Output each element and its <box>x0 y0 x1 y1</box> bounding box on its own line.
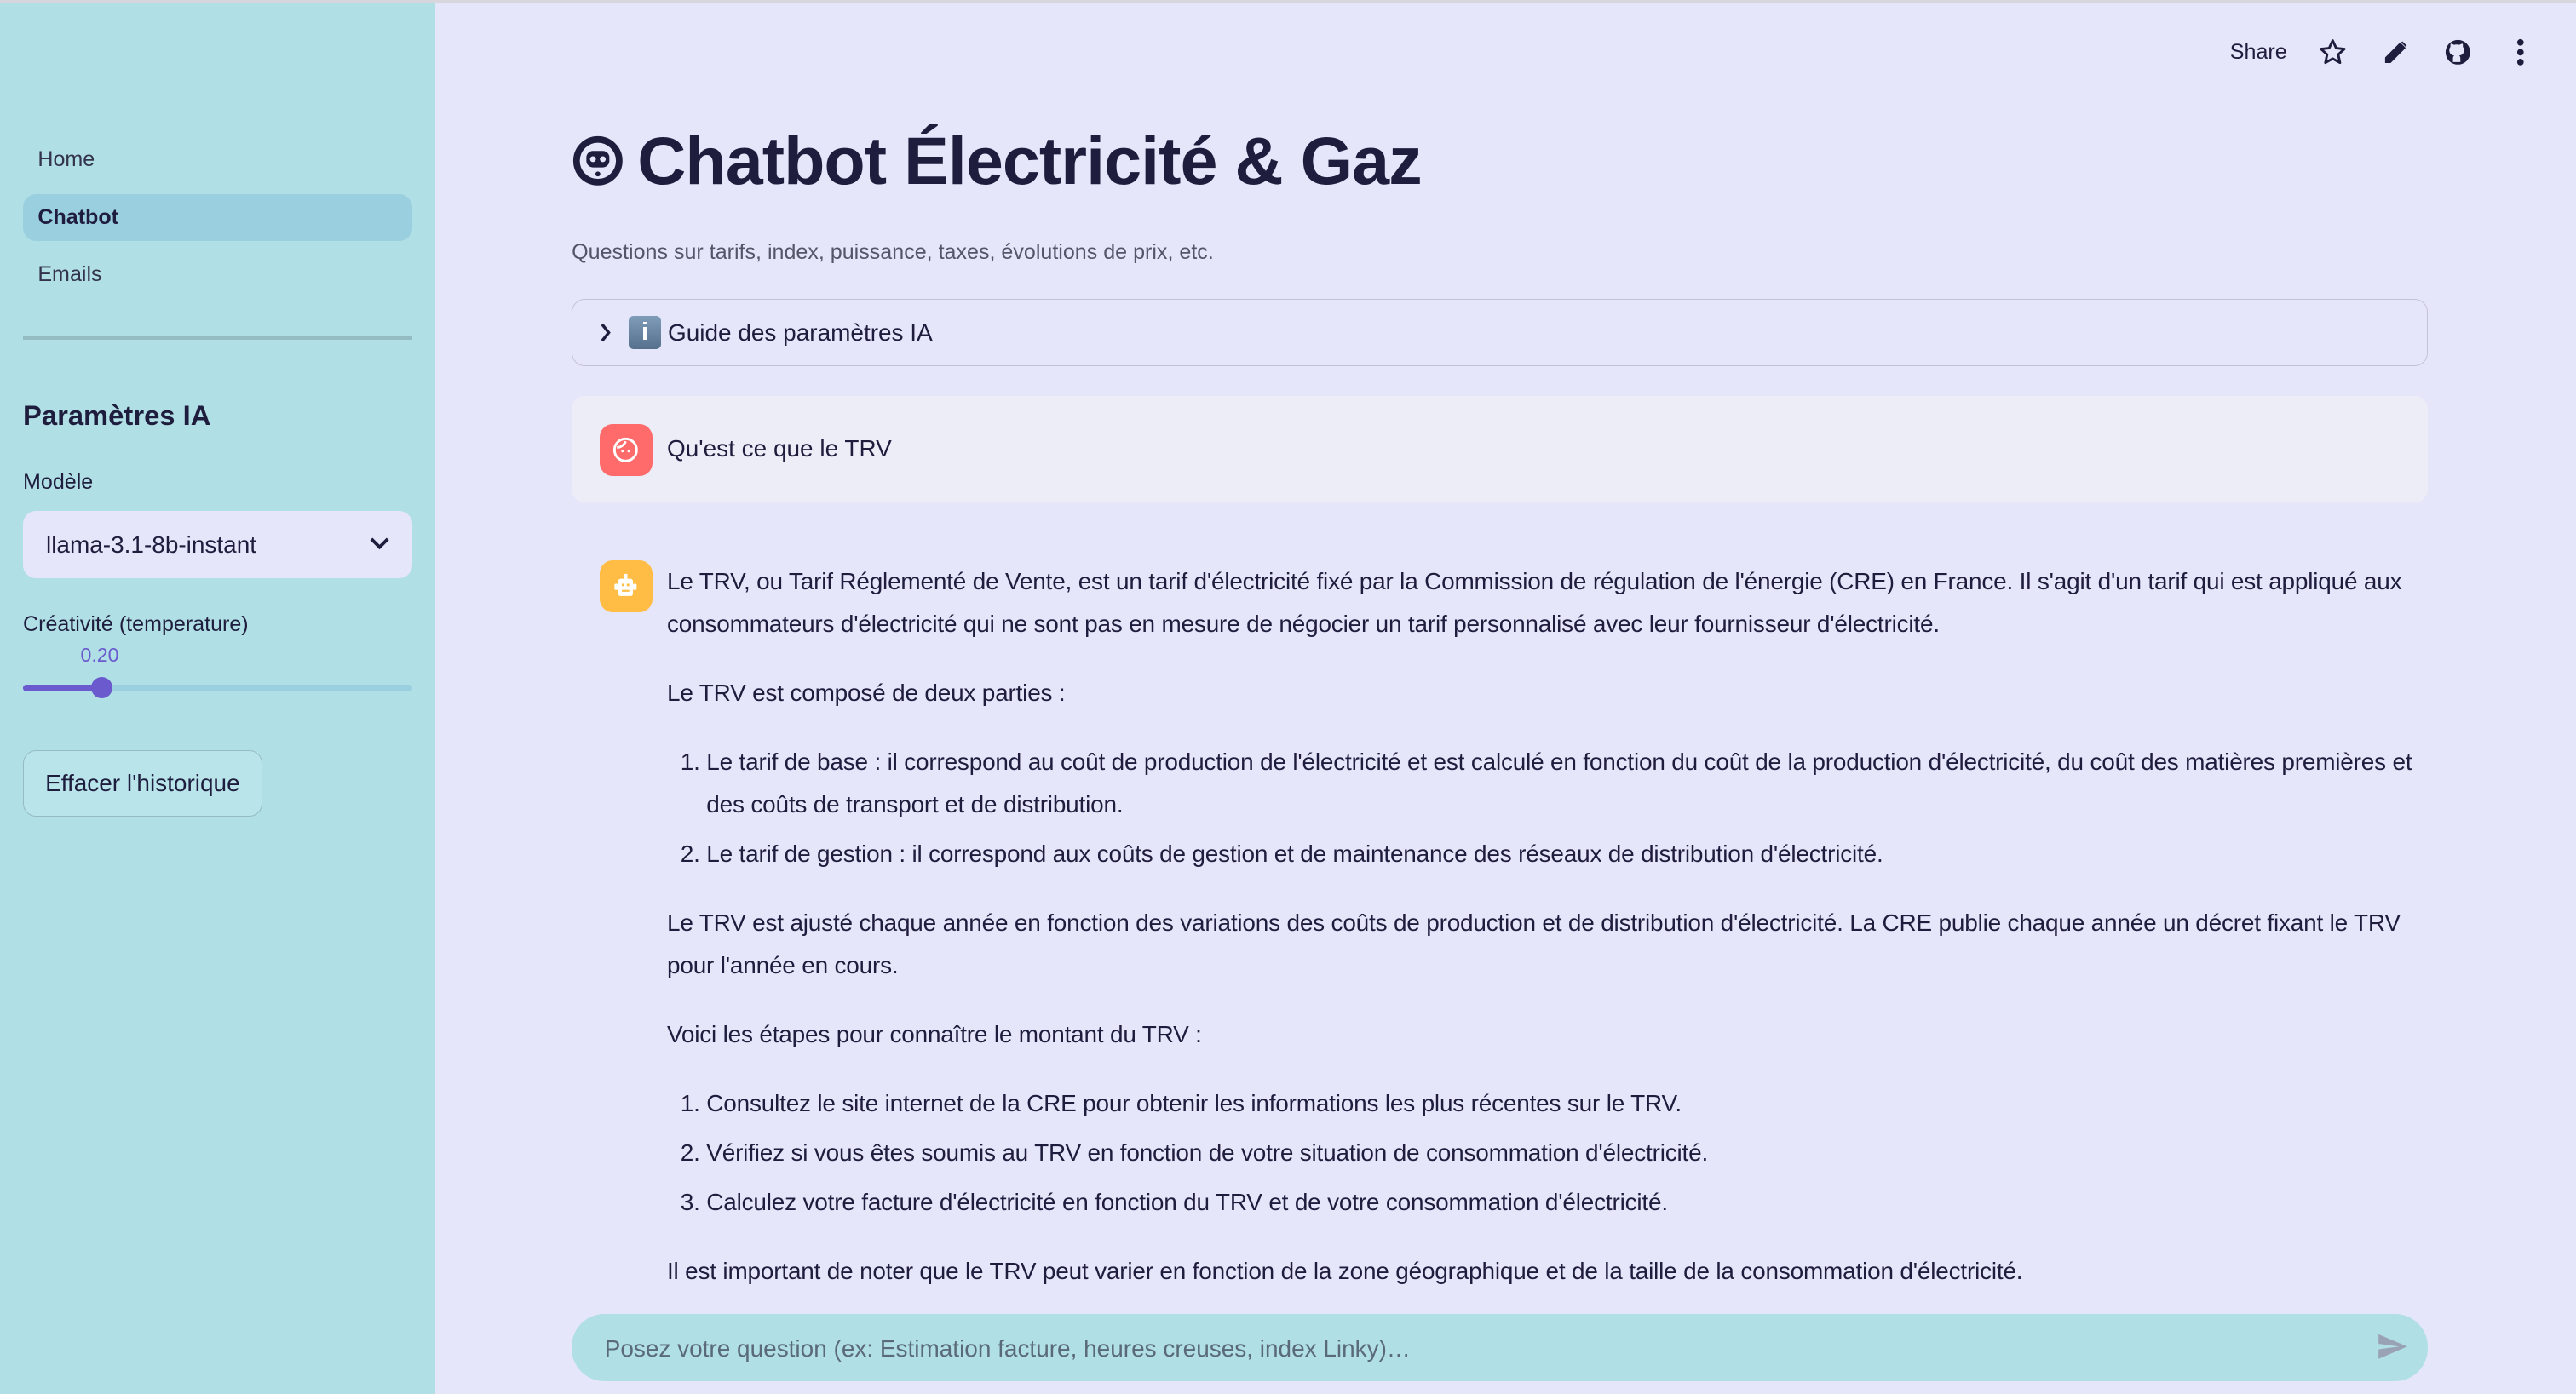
list-item: 2. Vérifiez si vous êtes soumis au TRV en fonction de votre situation de consommation d'électricité. <box>706 1132 2431 1174</box>
main-content <box>572 0 2428 1394</box>
user-message-text: Qu'est ce que le TRV <box>666 435 892 462</box>
ai-params-guide-expander[interactable] <box>572 299 2428 366</box>
chevron-right-icon <box>599 323 612 342</box>
expander-label: Guide des paramètres IA <box>667 318 933 346</box>
robot-face-icon <box>572 135 624 187</box>
assistant-message-body <box>667 560 2431 1319</box>
bot-avatar-icon <box>600 560 653 613</box>
user-avatar-icon <box>600 424 653 477</box>
temperature-label: Créativité (temperature) <box>23 612 249 637</box>
page-title-text: Chatbot Électricité & Gaz <box>637 122 1422 198</box>
model-label: Modèle <box>23 469 94 494</box>
nav-item-emails[interactable]: Emails <box>37 262 102 287</box>
slider-thumb[interactable] <box>91 677 112 698</box>
share-button[interactable]: Share <box>2229 40 2287 65</box>
sidebar-divider <box>23 336 412 340</box>
list-item: 2. Le tarif de gestion : il correspond aux coûts de gestion et de maintenance des réseaux de distribution d'électricité. <box>706 833 2431 875</box>
chat-input-container <box>572 1314 2428 1381</box>
temperature-slider[interactable] <box>23 685 412 691</box>
model-select[interactable] <box>23 511 412 578</box>
more-vertical-icon[interactable] <box>2504 36 2537 69</box>
page-subtitle: Questions sur tarifs, index, puissance, taxes, évolutions de prix, etc. <box>572 239 1214 264</box>
github-icon[interactable] <box>2441 36 2475 69</box>
chevron-down-icon <box>370 536 389 552</box>
answer-paragraph: Le TRV est composé de deux parties : <box>666 679 1066 706</box>
answer-paragraph: Le TRV est ajusté chaque année en fonction des variations des coûts de production et de distribution d'électricité. La CRE publie chaque année un décret fixant le TRV pour l'année en cours. <box>666 909 2401 978</box>
answer-list <box>667 1082 2431 1224</box>
params-heading: Paramètres IA <box>23 399 211 431</box>
nav-item-home[interactable]: Home <box>37 147 95 172</box>
nav-item-chatbot[interactable]: Chatbot <box>23 194 412 242</box>
slider-fill <box>23 685 101 691</box>
temperature-value: 0.20 <box>80 644 119 666</box>
user-message <box>572 396 2428 502</box>
answer-paragraph: Le TRV, ou Tarif Réglementé de Vente, est un tarif d'électricité fixé par la Commission de régulation de l'énergie (CRE) en France. Il s'agit d'un tarif qui est appliqué aux consommateurs d'électricité qui ne sont pas en mesure de négocier un tarif personnalisé avec leur fournisseur d'électricité. <box>666 567 2402 637</box>
sidebar-nav <box>23 136 412 308</box>
clear-history-button[interactable]: Effacer l'historique <box>23 750 262 816</box>
send-icon[interactable] <box>2376 1330 2409 1363</box>
sidebar <box>0 0 435 1394</box>
list-item: 3. Calculez votre facture d'électricité en fonction du TRV et de votre consommation d'électricité. <box>706 1181 2431 1224</box>
answer-paragraph: Voici les étapes pour connaître le montant du TRV : <box>666 1020 1202 1047</box>
list-item: 1. Le tarif de base : il correspond au coût de production de l'électricité et est calculé en fonction du coût de la production d'électricité, du coût des matières premières et des coûts de transport et de distribution. <box>706 741 2431 826</box>
browser-top-border <box>0 0 2576 3</box>
info-icon: i <box>629 316 662 349</box>
chat-input[interactable] <box>601 1314 2333 1385</box>
answer-list <box>667 741 2431 875</box>
list-item: 1. Consultez le site internet de la CRE pour obtenir les informations les plus récentes sur le TRV. <box>706 1082 2431 1125</box>
model-select-value: llama-3.1-8b-instant <box>46 531 257 558</box>
page-title <box>572 122 1422 200</box>
answer-paragraph: Il est important de noter que le TRV peut varier en fonction de la zone géographique et de la taille de la consommation d'électricité. <box>666 1257 2023 1284</box>
